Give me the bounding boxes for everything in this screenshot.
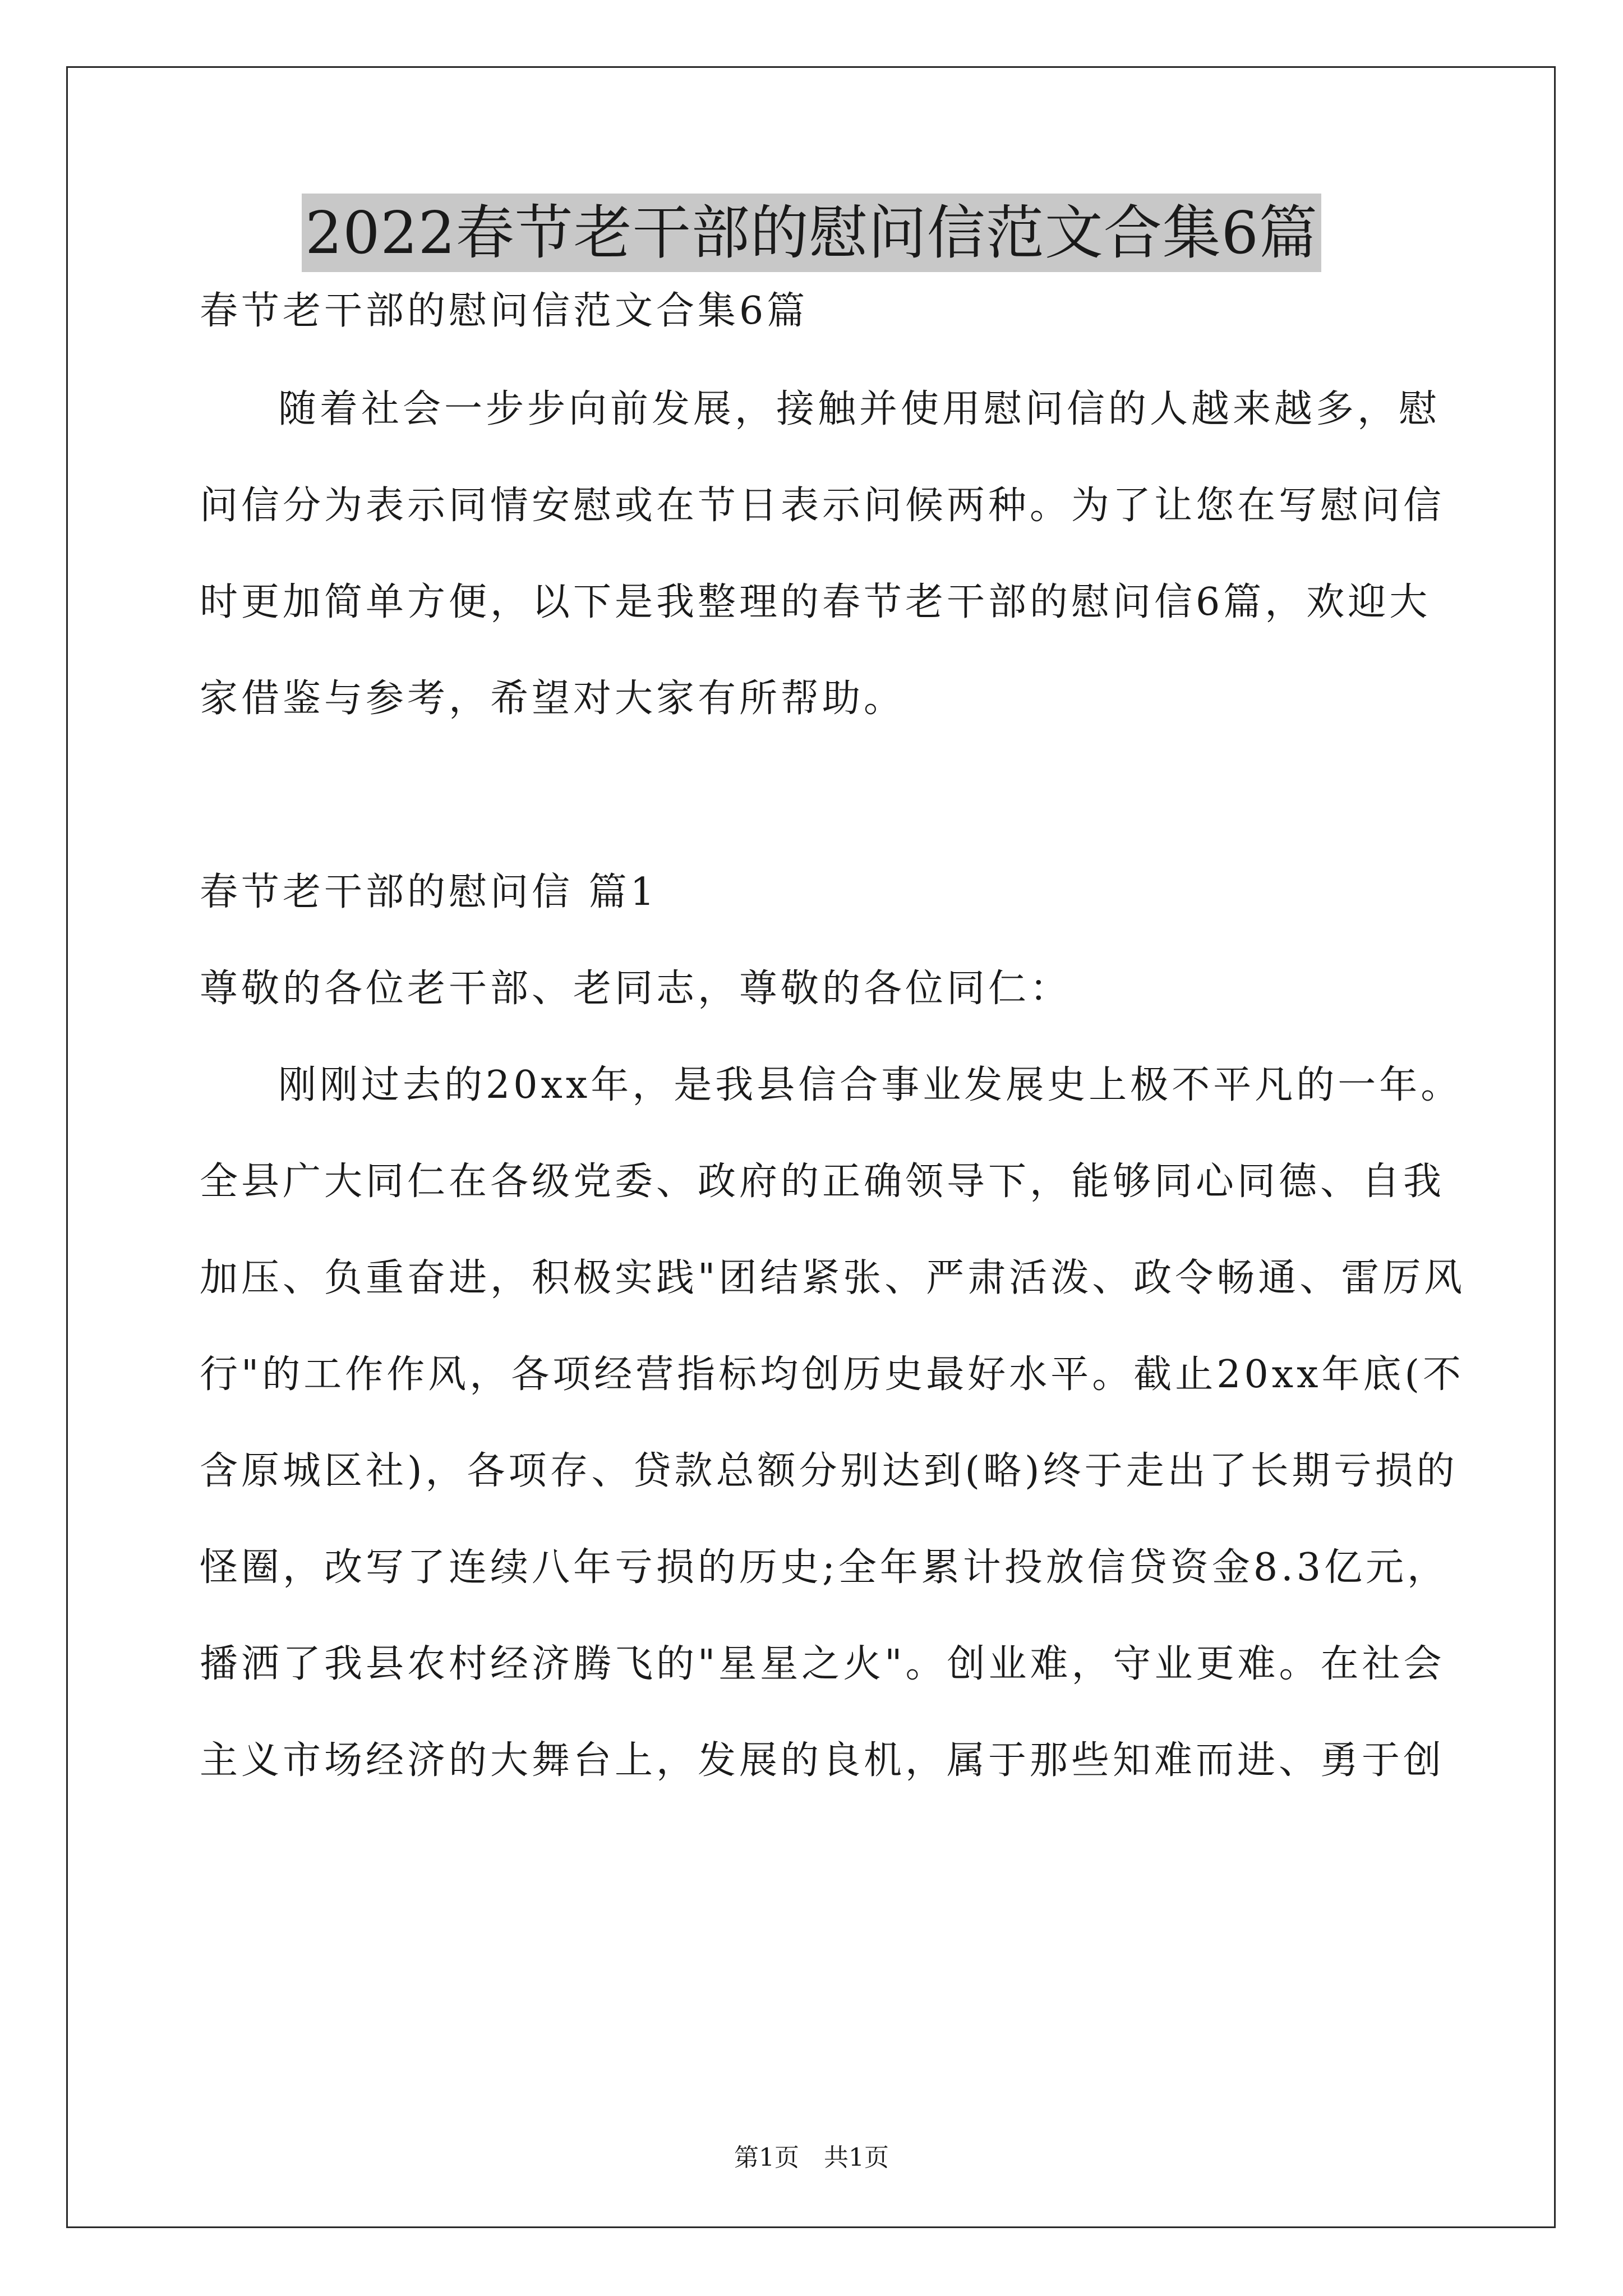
body-line-5: 含原城区社)，各项存、贷款总额分别达到(略)终于走出了长期亏损的 [200, 1449, 1458, 1493]
body-line-8: 主义市场经济的大舞台上，发展的良机，属于那些知难而进、勇于创 [200, 1738, 1445, 1783]
intro-line-3: 时更加简单方便，以下是我整理的春节老干部的慰问信6篇，欢迎大 [200, 580, 1431, 624]
document-body [200, 280, 1466, 1784]
intro-line-2: 问信分为表示同情安慰或在节日表示问候两种。为了让您在写慰问信 [200, 484, 1445, 528]
document-title: 2022春节老干部的慰问信范文合集6篇 [302, 194, 1321, 272]
body-line-2: 全县广大同仁在各级党委、政府的正确领导下，能够同心同德、自我 [200, 1159, 1445, 1204]
intro-line-1: 随着社会一步步向前发展，接触并使用慰问信的人越来越多，慰 [278, 387, 1441, 431]
subtitle-line: 春节老干部的慰问信范文合集6篇 [200, 289, 809, 333]
title-area [0, 194, 1623, 272]
body-line-3: 加压、负重奋进，积极实践"团结紧张、严肃活泼、政令畅通、雷厉风 [200, 1256, 1466, 1300]
body-line-4: 行"的工作作风，各项经营指标均创历史最好水平。截止20xx年底(不 [200, 1352, 1465, 1397]
salutation-line: 尊敬的各位老干部、老同志，尊敬的各位同仁： [200, 967, 1072, 1011]
page-footer [0, 2137, 1623, 2173]
body-line-6: 怪圈，改写了连续八年亏损的历史;全年累计投放信贷资金8.3亿元， [200, 1545, 1449, 1590]
body-line-1: 刚刚过去的20xx年，是我县信合事业发展史上极不平凡的一年。 [278, 1063, 1463, 1107]
page-number: 第1页 [734, 2143, 799, 2172]
page-total: 共1页 [824, 2143, 889, 2172]
body-line-7: 播洒了我县农村经济腾飞的"星星之火"。创业难，守业更难。在社会 [200, 1642, 1445, 1686]
section-heading: 春节老干部的慰问信 篇1 [200, 870, 658, 914]
intro-line-4: 家借鉴与参考，希望对大家有所帮助。 [200, 677, 906, 721]
